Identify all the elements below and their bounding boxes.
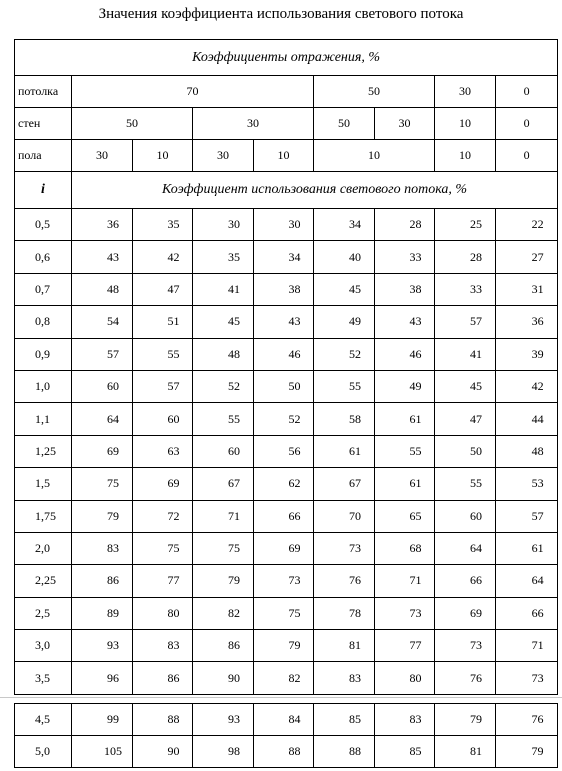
table-cell: 66 [254,500,314,532]
table-cell: 69 [254,532,314,564]
table-cell: 57 [133,370,193,402]
table-cell: 98 [193,736,254,768]
table-cell: 45 [314,273,375,305]
table-cell: 50 [254,370,314,402]
floor-row [15,140,558,172]
table-cell: 39 [496,338,558,370]
table-row [15,597,558,629]
table-cell: 73 [496,662,558,694]
table-cell: 105 [72,736,133,768]
table-cell: 43 [254,306,314,338]
table-cell: 85 [314,704,375,736]
table-cell: 56 [254,435,314,467]
i-value: 3,5 [15,662,72,694]
table-cell: 38 [254,273,314,305]
table-cell: 89 [72,597,133,629]
table-row [15,435,558,467]
i-column-header: i [15,172,72,209]
table-cell: 73 [254,565,314,597]
reflection-header-row [15,40,558,76]
table-cell: 80 [375,662,435,694]
table-cell: 63 [133,435,193,467]
table-cell: 48 [72,273,133,305]
ceiling-value: 0 [496,76,558,108]
table-cell: 47 [435,403,496,435]
i-value: 0,5 [15,209,72,241]
table-cell: 76 [496,704,558,736]
table-cell: 75 [72,468,133,500]
table-row [15,630,558,662]
utilization-title: Коэффициент использования светового потока, % [72,172,558,209]
i-value: 0,7 [15,273,72,305]
i-value: 3,0 [15,630,72,662]
table-row [15,662,558,694]
table-cell: 54 [72,306,133,338]
table-cell: 73 [375,597,435,629]
i-value: 2,25 [15,565,72,597]
table-cell: 41 [193,273,254,305]
walls-value: 30 [375,108,435,140]
table-cell: 96 [72,662,133,694]
table-cell: 45 [435,370,496,402]
i-value: 2,0 [15,532,72,564]
table-cell: 71 [496,630,558,662]
utilization-table [14,39,558,695]
floor-value: 10 [133,140,193,172]
table-cell: 61 [496,532,558,564]
table-cell: 46 [375,338,435,370]
floor-label: пола [15,140,72,172]
table-cell: 86 [193,630,254,662]
table-cell: 48 [193,338,254,370]
table-cell: 55 [435,468,496,500]
table-cell: 30 [193,209,254,241]
table-cell: 60 [72,370,133,402]
table-cell: 34 [254,241,314,273]
table-cell: 61 [314,435,375,467]
table-cell: 75 [254,597,314,629]
table-cell: 90 [193,662,254,694]
walls-value: 50 [314,108,375,140]
table-row [15,370,558,402]
i-value: 1,1 [15,403,72,435]
table-cell: 73 [314,532,375,564]
table-cell: 52 [314,338,375,370]
table-cell: 73 [435,630,496,662]
table-cell: 93 [72,630,133,662]
page-break-divider [0,697,562,698]
table-cell: 57 [496,500,558,532]
table-cell: 69 [133,468,193,500]
table-cell: 35 [193,241,254,273]
table-row [15,241,558,273]
table-cell: 64 [435,532,496,564]
table-row [15,273,558,305]
table-cell: 34 [314,209,375,241]
ceiling-value: 50 [314,76,435,108]
walls-value: 50 [72,108,193,140]
table-cell: 81 [314,630,375,662]
walls-row [15,108,558,140]
table-cell: 77 [375,630,435,662]
table-cell: 42 [496,370,558,402]
table-cell: 30 [254,209,314,241]
table-cell: 79 [254,630,314,662]
table-cell: 75 [193,532,254,564]
table-cell: 55 [133,338,193,370]
floor-value: 10 [254,140,314,172]
table-row [15,306,558,338]
table-cell: 60 [133,403,193,435]
table-cell: 58 [314,403,375,435]
table-cell: 83 [375,704,435,736]
walls-label: стен [15,108,72,140]
table-cell: 72 [133,500,193,532]
table-cell: 57 [72,338,133,370]
ceiling-row [15,76,558,108]
walls-value: 10 [435,108,496,140]
table-cell: 78 [314,597,375,629]
floor-value: 10 [435,140,496,172]
table-row [15,704,558,736]
utilization-table-continued [14,703,558,768]
table-row [15,500,558,532]
table-row [15,736,558,768]
table-cell: 66 [496,597,558,629]
table-cell: 88 [314,736,375,768]
table-cell: 55 [375,435,435,467]
table-cell: 60 [193,435,254,467]
table-cell: 93 [193,704,254,736]
table-cell: 46 [254,338,314,370]
table-title: Значения коэффициента использования светового потока [98,6,464,22]
table-cell: 44 [496,403,558,435]
table-cell: 85 [375,736,435,768]
walls-value: 30 [193,108,314,140]
ceiling-value: 30 [435,76,496,108]
table-cell: 88 [133,704,193,736]
table-cell: 33 [435,273,496,305]
i-value: 1,25 [15,435,72,467]
table-cell: 55 [193,403,254,435]
table-row [15,532,558,564]
table-cell: 86 [133,662,193,694]
walls-value: 0 [496,108,558,140]
table-cell: 38 [375,273,435,305]
table-cell: 62 [254,468,314,500]
table-cell: 64 [496,565,558,597]
table-cell: 90 [133,736,193,768]
table-cell: 49 [375,370,435,402]
reflection-title: Коэффициенты отражения, % [15,40,558,76]
floor-value: 30 [72,140,133,172]
table-cell: 83 [133,630,193,662]
table-cell: 33 [375,241,435,273]
table-cell: 75 [133,532,193,564]
table-row [15,209,558,241]
table-cell: 99 [72,704,133,736]
table-cell: 45 [193,306,254,338]
table-row [15,468,558,500]
table-cell: 47 [133,273,193,305]
table-cell: 79 [193,565,254,597]
table-cell: 25 [435,209,496,241]
table-cell: 28 [375,209,435,241]
table-cell: 83 [72,532,133,564]
table-cell: 60 [435,500,496,532]
table-cell: 88 [254,736,314,768]
table-cell: 79 [435,704,496,736]
i-value: 0,9 [15,338,72,370]
i-value: 1,0 [15,370,72,402]
table-cell: 52 [254,403,314,435]
ceiling-label: потолка [15,76,72,108]
table-cell: 69 [72,435,133,467]
table-cell: 82 [193,597,254,629]
table-cell: 49 [314,306,375,338]
table-cell: 76 [435,662,496,694]
table-cell: 71 [193,500,254,532]
table-cell: 77 [133,565,193,597]
table-cell: 76 [314,565,375,597]
table-cell: 65 [375,500,435,532]
table-cell: 52 [193,370,254,402]
table-cell: 43 [72,241,133,273]
table-cell: 50 [435,435,496,467]
i-value: 4,5 [15,704,72,736]
table-cell: 81 [435,736,496,768]
table-cell: 68 [375,532,435,564]
table-cell: 84 [254,704,314,736]
table-cell: 28 [435,241,496,273]
table-cell: 53 [496,468,558,500]
ceiling-value: 70 [72,76,314,108]
i-value: 1,75 [15,500,72,532]
table-cell: 22 [496,209,558,241]
table-cell: 61 [375,403,435,435]
i-value: 0,8 [15,306,72,338]
table-cell: 57 [435,306,496,338]
floor-value: 30 [193,140,254,172]
utilization-header-row [15,172,558,209]
table-cell: 79 [72,500,133,532]
table-cell: 70 [314,500,375,532]
table-cell: 42 [133,241,193,273]
table-cell: 79 [496,736,558,768]
table-row [15,338,558,370]
table-cell: 55 [314,370,375,402]
table-cell: 66 [435,565,496,597]
i-value: 5,0 [15,736,72,768]
table-cell: 82 [254,662,314,694]
i-value: 1,5 [15,468,72,500]
i-value: 0,6 [15,241,72,273]
table-cell: 31 [496,273,558,305]
table-cell: 67 [193,468,254,500]
floor-value: 10 [314,140,435,172]
table-row [15,403,558,435]
table-cell: 51 [133,306,193,338]
floor-value: 0 [496,140,558,172]
table-row [15,565,558,597]
table-cell: 80 [133,597,193,629]
table-cell: 64 [72,403,133,435]
table-cell: 27 [496,241,558,273]
table-cell: 61 [375,468,435,500]
table-cell: 86 [72,565,133,597]
i-value: 2,5 [15,597,72,629]
table-cell: 35 [133,209,193,241]
table-cell: 69 [435,597,496,629]
table-cell: 43 [375,306,435,338]
table-cell: 40 [314,241,375,273]
table-cell: 41 [435,338,496,370]
table-cell: 83 [314,662,375,694]
table-cell: 71 [375,565,435,597]
table-cell: 67 [314,468,375,500]
table-cell: 36 [496,306,558,338]
table-cell: 36 [72,209,133,241]
table-cell: 48 [496,435,558,467]
